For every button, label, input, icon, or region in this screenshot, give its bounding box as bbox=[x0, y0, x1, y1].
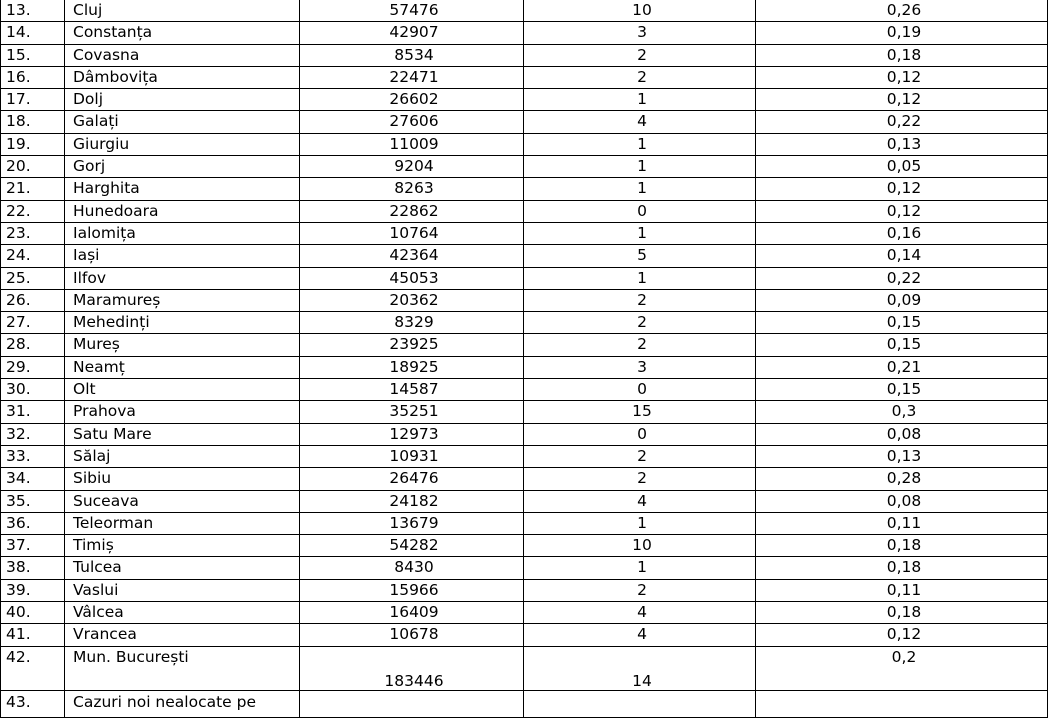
row-number: 35. bbox=[1, 490, 65, 512]
county-name: Vâlcea bbox=[65, 602, 300, 624]
table-row bbox=[1, 111, 1048, 133]
table-row bbox=[1, 178, 1048, 200]
row-number: 43. bbox=[1, 690, 65, 717]
cases-value: 1 bbox=[524, 512, 756, 534]
rate-value: 0,12 bbox=[756, 624, 1048, 646]
rate-value: 0,12 bbox=[756, 89, 1048, 111]
rate-value: 0,13 bbox=[756, 133, 1048, 155]
cases-value: 2 bbox=[524, 334, 756, 356]
cases-value: 10 bbox=[524, 535, 756, 557]
table-row bbox=[1, 0, 1048, 22]
rate-value: 0,18 bbox=[756, 602, 1048, 624]
table-row bbox=[1, 44, 1048, 66]
population-value: 42907 bbox=[300, 22, 524, 44]
row-number: 23. bbox=[1, 222, 65, 244]
row-number: 27. bbox=[1, 312, 65, 334]
population-value: 8430 bbox=[300, 557, 524, 579]
cases-value: 2 bbox=[524, 44, 756, 66]
rate-value: 0,13 bbox=[756, 445, 1048, 467]
table-row bbox=[1, 267, 1048, 289]
cases-value: 5 bbox=[524, 245, 756, 267]
row-number: 37. bbox=[1, 535, 65, 557]
rate-value: 0,05 bbox=[756, 156, 1048, 178]
table-row bbox=[1, 512, 1048, 534]
cases-value: 3 bbox=[524, 356, 756, 378]
population-value: 22862 bbox=[300, 200, 524, 222]
row-number: 24. bbox=[1, 245, 65, 267]
row-number: 15. bbox=[1, 44, 65, 66]
population-value: 35251 bbox=[300, 401, 524, 423]
cases-value: 0 bbox=[524, 423, 756, 445]
rate-value: 0,26 bbox=[756, 0, 1048, 22]
table-row bbox=[1, 312, 1048, 334]
population-value: 20362 bbox=[300, 289, 524, 311]
table-row-unallocated bbox=[1, 690, 1048, 717]
cases-value: 1 bbox=[524, 267, 756, 289]
rate-value: 0,21 bbox=[756, 356, 1048, 378]
row-number: 34. bbox=[1, 468, 65, 490]
county-name: Galați bbox=[65, 111, 300, 133]
cases-value: 4 bbox=[524, 624, 756, 646]
population-value: 9204 bbox=[300, 156, 524, 178]
county-name: Harghita bbox=[65, 178, 300, 200]
row-number: 25. bbox=[1, 267, 65, 289]
row-number: 30. bbox=[1, 379, 65, 401]
county-name: Tulcea bbox=[65, 557, 300, 579]
row-number: 13. bbox=[1, 0, 65, 22]
population-value: 8329 bbox=[300, 312, 524, 334]
county-name: Sălaj bbox=[65, 445, 300, 467]
county-name: Maramureș bbox=[65, 289, 300, 311]
row-number: 21. bbox=[1, 178, 65, 200]
table-row bbox=[1, 557, 1048, 579]
rate-value: 0,09 bbox=[756, 289, 1048, 311]
cases-value: 0 bbox=[524, 379, 756, 401]
table-row bbox=[1, 602, 1048, 624]
table-row bbox=[1, 379, 1048, 401]
rate-value: 0,2 bbox=[756, 646, 1048, 690]
county-name: Dâmbovița bbox=[65, 66, 300, 88]
row-number: 20. bbox=[1, 156, 65, 178]
row-number: 42. bbox=[1, 646, 65, 690]
county-name: Cazuri noi nealocate pe bbox=[65, 690, 300, 717]
county-name: Iași bbox=[65, 245, 300, 267]
county-name: Timiș bbox=[65, 535, 300, 557]
table-row bbox=[1, 156, 1048, 178]
table-row bbox=[1, 289, 1048, 311]
table-row bbox=[1, 445, 1048, 467]
rate-value: 0,18 bbox=[756, 535, 1048, 557]
row-number: 18. bbox=[1, 111, 65, 133]
county-name: Hunedoara bbox=[65, 200, 300, 222]
cases-value: 0 bbox=[524, 200, 756, 222]
population-value: 18925 bbox=[300, 356, 524, 378]
row-number: 17. bbox=[1, 89, 65, 111]
cases-value: 2 bbox=[524, 289, 756, 311]
table-row bbox=[1, 133, 1048, 155]
rate-value: 0,15 bbox=[756, 334, 1048, 356]
cases-value: 2 bbox=[524, 66, 756, 88]
rate-value: 0,12 bbox=[756, 178, 1048, 200]
county-name: Sibiu bbox=[65, 468, 300, 490]
cases-value: 2 bbox=[524, 445, 756, 467]
rate-value: 0,16 bbox=[756, 222, 1048, 244]
row-number: 22. bbox=[1, 200, 65, 222]
county-name: Dolj bbox=[65, 89, 300, 111]
cases-value: 2 bbox=[524, 468, 756, 490]
cases-value: 1 bbox=[524, 178, 756, 200]
cases-value: 4 bbox=[524, 490, 756, 512]
population-value: 11009 bbox=[300, 133, 524, 155]
table-row bbox=[1, 89, 1048, 111]
county-name: Cluj bbox=[65, 0, 300, 22]
population-value: 8534 bbox=[300, 44, 524, 66]
rate-value: 0,15 bbox=[756, 312, 1048, 334]
county-name: Suceava bbox=[65, 490, 300, 512]
population-value: 26602 bbox=[300, 89, 524, 111]
rate-value: 0,22 bbox=[756, 267, 1048, 289]
cases-value: 3 bbox=[524, 22, 756, 44]
cases-value: 1 bbox=[524, 222, 756, 244]
cases-value: 1 bbox=[524, 557, 756, 579]
cases-value bbox=[524, 690, 756, 717]
cases-value: 4 bbox=[524, 111, 756, 133]
county-name: Mehedinți bbox=[65, 312, 300, 334]
county-name: Satu Mare bbox=[65, 423, 300, 445]
row-number: 26. bbox=[1, 289, 65, 311]
rate-value: 0,18 bbox=[756, 44, 1048, 66]
row-number: 29. bbox=[1, 356, 65, 378]
row-number: 14. bbox=[1, 22, 65, 44]
population-value: 24182 bbox=[300, 490, 524, 512]
county-name: Teleorman bbox=[65, 512, 300, 534]
rate-value: 0,19 bbox=[756, 22, 1048, 44]
population-value: 15966 bbox=[300, 579, 524, 601]
population-value: 14587 bbox=[300, 379, 524, 401]
cases-value: 10 bbox=[524, 0, 756, 22]
rate-value: 0,12 bbox=[756, 200, 1048, 222]
population-value: 26476 bbox=[300, 468, 524, 490]
county-name: Vaslui bbox=[65, 579, 300, 601]
table-row bbox=[1, 423, 1048, 445]
table-row bbox=[1, 401, 1048, 423]
rate-value: 0,18 bbox=[756, 557, 1048, 579]
table-body bbox=[1, 0, 1048, 717]
county-name: Giurgiu bbox=[65, 133, 300, 155]
cases-value: 1 bbox=[524, 133, 756, 155]
rate-value: 0,08 bbox=[756, 423, 1048, 445]
table-row bbox=[1, 245, 1048, 267]
population-value: 57476 bbox=[300, 0, 524, 22]
population-value: 10931 bbox=[300, 445, 524, 467]
population-value: 10678 bbox=[300, 624, 524, 646]
row-number: 41. bbox=[1, 624, 65, 646]
county-name: Constanța bbox=[65, 22, 300, 44]
table-row bbox=[1, 579, 1048, 601]
population-value: 16409 bbox=[300, 602, 524, 624]
rate-value bbox=[756, 690, 1048, 717]
row-number: 19. bbox=[1, 133, 65, 155]
rate-value: 0,12 bbox=[756, 66, 1048, 88]
population-value bbox=[300, 690, 524, 717]
table-row bbox=[1, 468, 1048, 490]
county-name: Vrancea bbox=[65, 624, 300, 646]
cases-value: 1 bbox=[524, 156, 756, 178]
population-value: 54282 bbox=[300, 535, 524, 557]
row-number: 36. bbox=[1, 512, 65, 534]
population-value: 23925 bbox=[300, 334, 524, 356]
table-row bbox=[1, 334, 1048, 356]
rate-value: 0,28 bbox=[756, 468, 1048, 490]
rate-value: 0,11 bbox=[756, 512, 1048, 534]
cases-value: 2 bbox=[524, 579, 756, 601]
county-name: Ialomița bbox=[65, 222, 300, 244]
table-row bbox=[1, 22, 1048, 44]
population-value: 22471 bbox=[300, 66, 524, 88]
population-value: 27606 bbox=[300, 111, 524, 133]
row-number: 32. bbox=[1, 423, 65, 445]
table-row bbox=[1, 624, 1048, 646]
population-value: 8263 bbox=[300, 178, 524, 200]
table-row bbox=[1, 222, 1048, 244]
row-number: 28. bbox=[1, 334, 65, 356]
rate-value: 0,3 bbox=[756, 401, 1048, 423]
population-value: 45053 bbox=[300, 267, 524, 289]
table-row bbox=[1, 200, 1048, 222]
population-value: 183446 bbox=[300, 646, 524, 690]
county-name: Gorj bbox=[65, 156, 300, 178]
population-value: 12973 bbox=[300, 423, 524, 445]
row-number: 38. bbox=[1, 557, 65, 579]
table-row bbox=[1, 66, 1048, 88]
rate-value: 0,08 bbox=[756, 490, 1048, 512]
row-number: 39. bbox=[1, 579, 65, 601]
cases-value: 4 bbox=[524, 602, 756, 624]
population-value: 10764 bbox=[300, 222, 524, 244]
table-row-bucuresti bbox=[1, 646, 1048, 690]
cases-value: 14 bbox=[524, 646, 756, 690]
rate-value: 0,14 bbox=[756, 245, 1048, 267]
table-row bbox=[1, 490, 1048, 512]
rate-value: 0,22 bbox=[756, 111, 1048, 133]
county-name: Olt bbox=[65, 379, 300, 401]
row-number: 33. bbox=[1, 445, 65, 467]
cases-value: 15 bbox=[524, 401, 756, 423]
table-row bbox=[1, 535, 1048, 557]
cases-value: 2 bbox=[524, 312, 756, 334]
row-number: 40. bbox=[1, 602, 65, 624]
population-value: 13679 bbox=[300, 512, 524, 534]
county-name: Ilfov bbox=[65, 267, 300, 289]
table-row bbox=[1, 356, 1048, 378]
county-name: Covasna bbox=[65, 44, 300, 66]
county-name: Prahova bbox=[65, 401, 300, 423]
rate-value: 0,15 bbox=[756, 379, 1048, 401]
county-name: Mureș bbox=[65, 334, 300, 356]
cases-value: 1 bbox=[524, 89, 756, 111]
row-number: 16. bbox=[1, 66, 65, 88]
rate-value: 0,11 bbox=[756, 579, 1048, 601]
population-value: 42364 bbox=[300, 245, 524, 267]
row-number: 31. bbox=[1, 401, 65, 423]
county-name: Mun. București bbox=[65, 646, 300, 690]
county-name: Neamț bbox=[65, 356, 300, 378]
